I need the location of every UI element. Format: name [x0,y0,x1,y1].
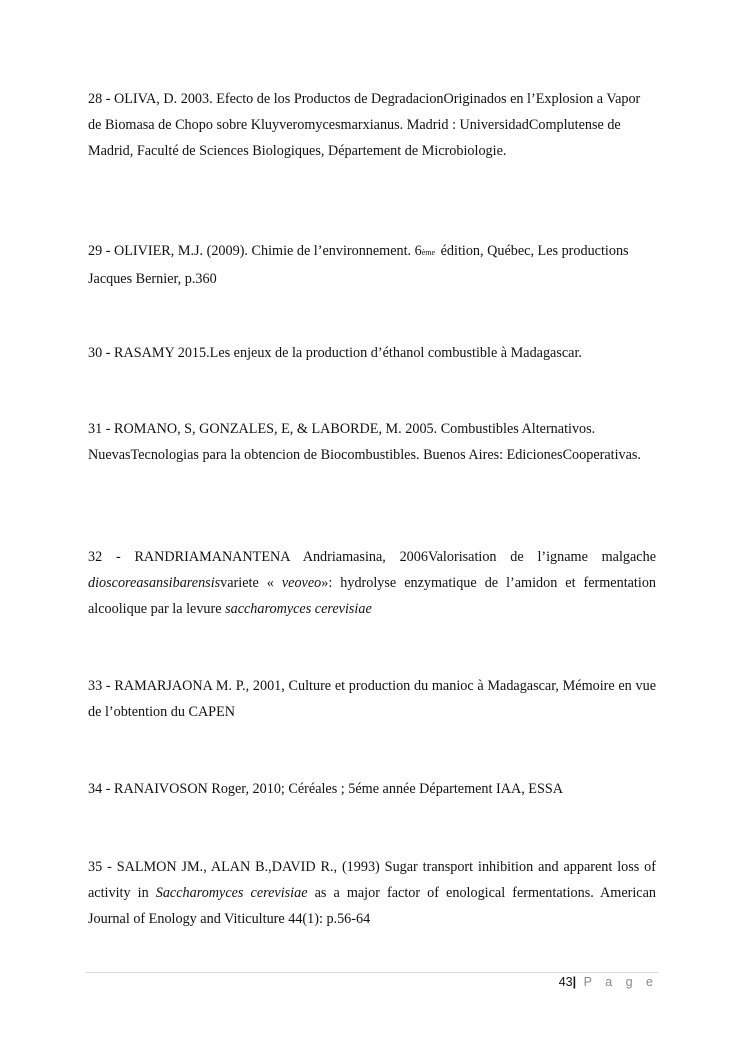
reference-35 [88,854,656,932]
reference-29-text-after: édition, Québec, Les productions Jacques Bernier, p.360 [88,243,629,287]
reference-32-yeast-name: saccharomyces cerevisiae [225,601,372,617]
reference-32-variety-name: veoveo [281,575,322,591]
reference-34-text: 34 - RANAIVOSON Roger, 2010; Céréales ; 5éme année Département IAA, ESSA [88,781,563,797]
page-footer [559,975,658,989]
reference-29-superscript: ème [421,248,436,257]
footer-divider [86,972,658,973]
reference-35-part2: as a major factor of enological fermentations. American Journal of Enology and Viticulture 44(1): p.56-64 [88,885,656,927]
reference-32-species-name: dioscoreasansibarensis [88,575,221,591]
reference-33 [88,673,656,725]
reference-32-part1: 32 - RANDRIAMANANTENA Andriamasina, 2006Valorisation de l’igname malgache [88,549,656,565]
reference-31 [88,416,656,468]
reference-35-yeast-name: Saccharomyces cerevisiae [155,885,308,901]
reference-32 [88,544,656,622]
footer-separator: | [572,975,577,989]
reference-31-text: 31 - ROMANO, S, GONZALES, E, & LABORDE, M. 2005. Combustibles Alternativos. NuevasTecnologias para la obtencion de Biocombustibles. Buenos Aires: EdicionesCooperativas. [88,421,641,463]
reference-28 [88,86,656,164]
reference-29 [88,238,656,292]
reference-33-text: 33 - RAMARJAONA M. P., 2001, Culture et production du manioc à Madagascar, Mémoire en vue de l’obtention du CAPEN [88,678,656,720]
reference-35-part1: 35 - SALMON JM., ALAN B.,DAVID R., (1993) Sugar transport inhibition and apparent loss of activity in [88,859,656,901]
reference-29-text-before: 29 - OLIVIER, M.J. (2009). Chimie de l’environnement. 6 [88,243,422,259]
reference-34 [88,776,656,802]
reference-30-text: 30 - RASAMY 2015.Les enjeux de la production d’éthanol combustible à Madagascar. [88,345,582,361]
reference-30 [88,340,656,366]
page-number: 43 [558,975,573,989]
reference-32-part3: »: hydrolyse enzymatique de l’amidon et fermentation alcoolique par la levure [88,575,657,617]
reference-28-text: 28 - OLIVA, D. 2003. Efecto de los Productos de DegradacionOriginados en l’Explosion a Vapor de Biomasa de Chopo sobre Kluyveromycesmarxianus. Madrid : UniversidadComplutense de Madrid, Faculté de Sciences Biologiques, Département de Microbiologie. [88,91,641,159]
reference-32-part2: variete « [220,575,282,591]
page-label: P a g e [583,975,658,989]
